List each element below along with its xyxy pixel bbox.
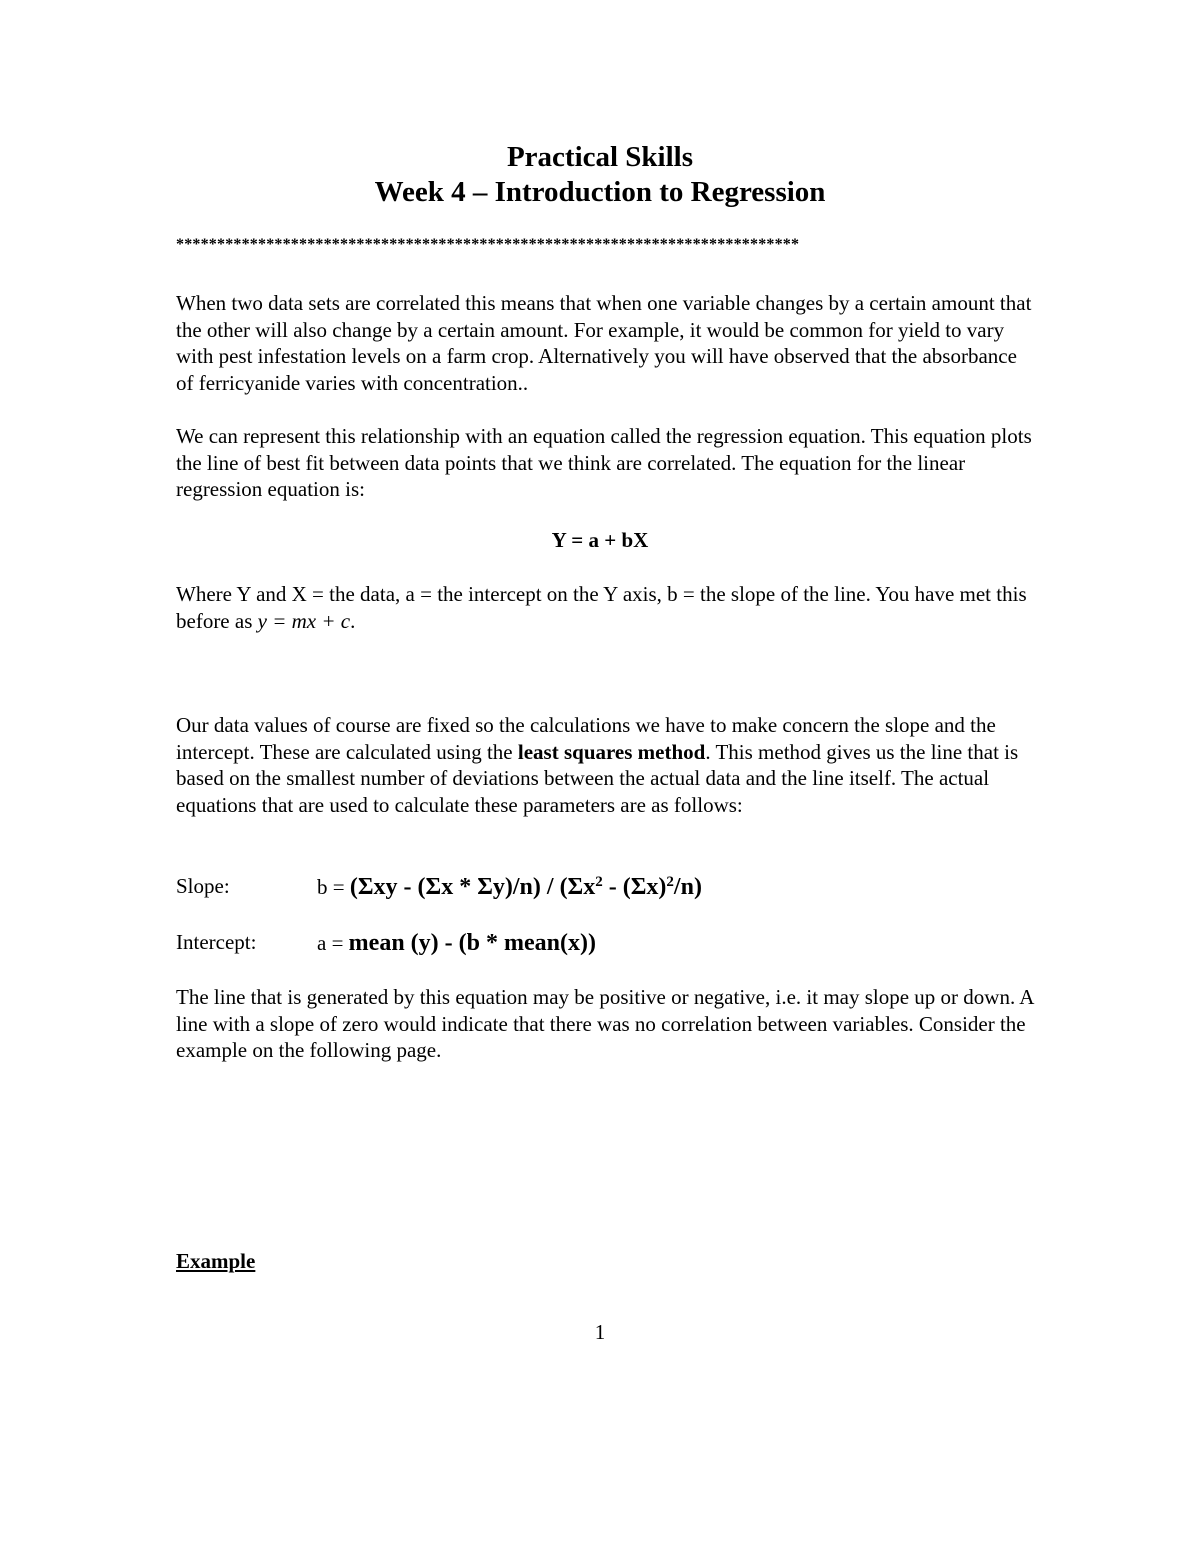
slope-label: Slope: [176,874,230,898]
paragraph-regression-intro: We can represent this relationship with an equation called the regression equation. This equation plots the line of best fit between data points that we think are correlated. The equation for the linear regression equation is: [176,424,1032,502]
slope-part3: /n) [673,874,702,900]
intercept-label: Intercept: [176,930,257,954]
intercept-formula [317,930,596,957]
line-formula: y = mx + c [257,608,351,633]
slope-formula [317,874,702,901]
paragraph-slope-sign: The line that is generated by this equation may be positive or negative, i.e. it may slope up or down. A line with a slope of zero would indicate that there was no correlation between variables. Consider the example on the following page. [176,985,1034,1063]
slope-sup2: 2 [666,874,674,890]
example-heading: Example [176,1249,256,1273]
page-number: 1 [594,1320,606,1344]
least-squares-after: . This method gives us the line that is based on the smallest number of deviations between the actual data and the line itself. The actual equations that are used to calculate these parameters are as follows: [176,739,1019,817]
separator-line: **************************************************************************** [176,236,800,253]
paragraph-definitions [176,581,1036,634]
definitions-end: . [350,608,356,633]
slope-prefix: b = [317,875,345,899]
regression-equation: Y = a + bX [551,528,649,552]
paragraph-correlation: When two data sets are correlated this means that when one variable changes by a certain amount that the other will also change by a certain amount. For example, it would be common for yield to vary with pest infestation levels on a farm crop. Alternatively you will have observed that the absorbance of ferricyanide varies with concentration.. [176,291,1032,395]
page-title: Practical Skills [506,141,694,173]
least-squares-before: Our data values of course are fixed so the calculations we have to make concern the slope and the intercept. These are calculated using the [176,713,996,764]
slope-part1: (Σxy - (Σx * Σy)/n) / (Σx [349,874,596,900]
paragraph-least-squares [176,712,1036,818]
definitions-text: Where Y and X = the data, a = the intercept on the Y axis, b = the slope of the line. You have met this before as [176,582,1027,633]
slope-sup1: 2 [595,874,603,890]
slope-part2: - (Σx) [602,874,667,900]
page-subtitle: Week 4 – Introduction to Regression [374,176,826,208]
intercept-expression: mean (y) - (b * mean(x)) [348,930,596,956]
least-squares-term: least squares method [517,739,706,764]
intercept-prefix: a = [317,931,344,955]
